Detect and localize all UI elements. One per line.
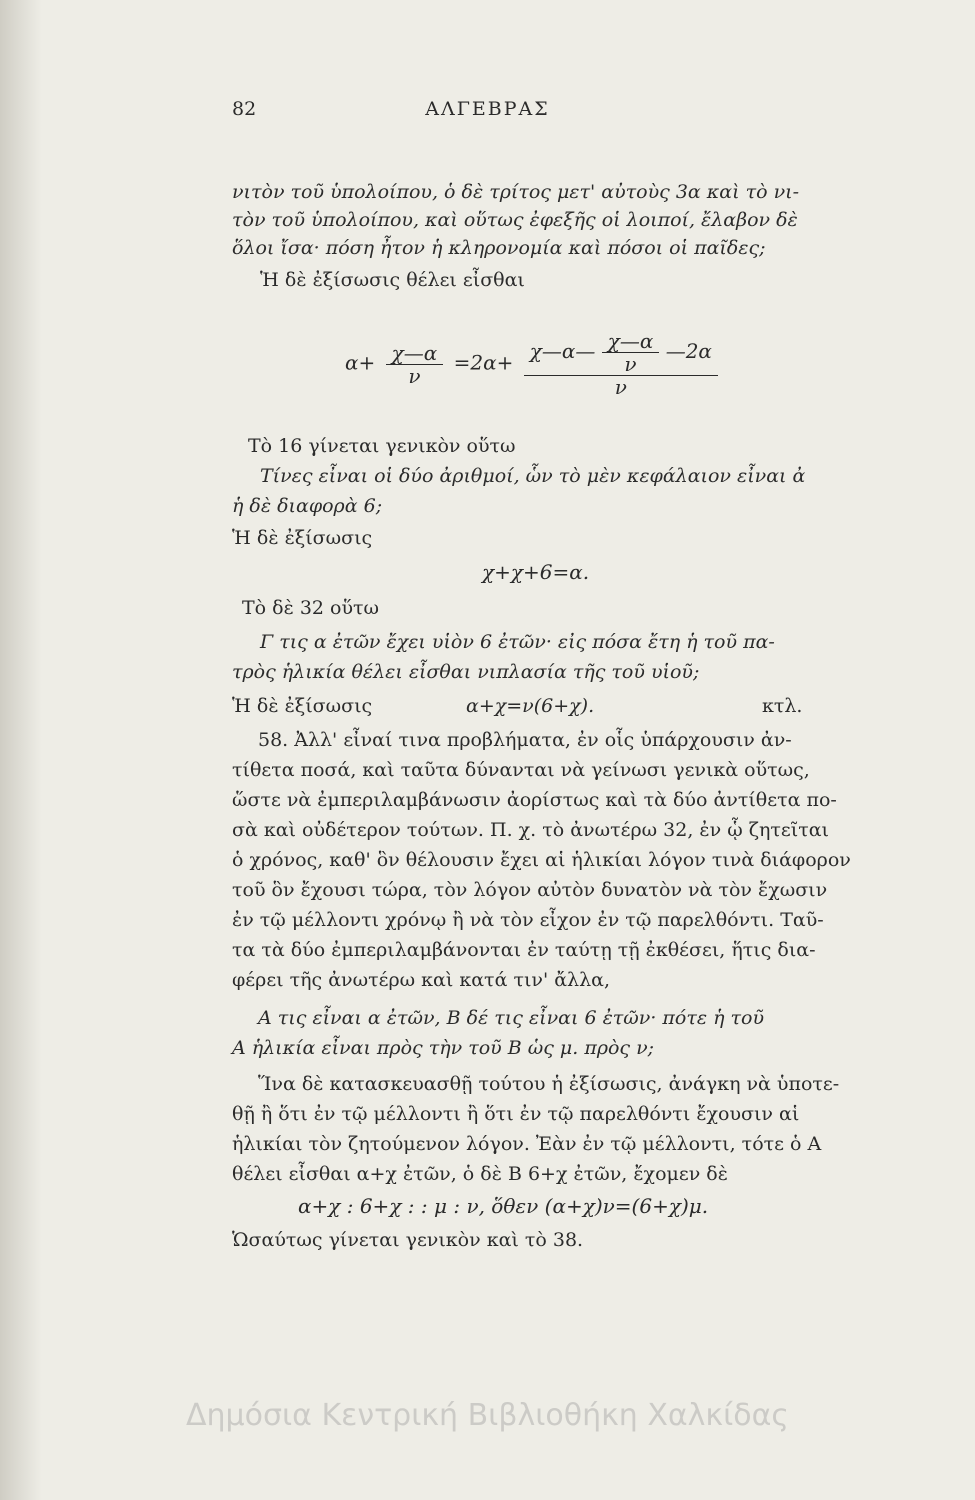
text-line: Ὡσαύτως γίνεται γενικὸν καὶ τὸ 38. bbox=[232, 1229, 584, 1251]
eq1-right-denominator: ν bbox=[614, 375, 627, 399]
text-line: νιτὸν τοῦ ὑπολοίπου, ὁ δὲ τρίτος μετ' αὐτοὺς 3α καὶ τὸ νι- bbox=[232, 181, 799, 203]
page-edge-shadow bbox=[0, 0, 42, 1500]
text-line: 58. Ἀλλ' εἶναί τινα προβλήματα, ἐν οἷς ὑπάρχουσιν ἀν- bbox=[258, 729, 792, 751]
text-line: σὰ καὶ οὐδέτερον τούτων. Π. χ. τὸ ἀνωτέρω 32, ἐν ᾧ ζητεῖται bbox=[232, 819, 830, 841]
page-number: 82 bbox=[232, 98, 257, 120]
text-line: Ἡ δὲ ἐξίσωσις θέλει εἶσθαι bbox=[260, 269, 525, 291]
text-line: θῇ ἢ ὅτι ἐν τῷ μέλλοντι ἢ ὅτι ἐν τῷ παρελθόντι ἔχουσιν αἱ bbox=[232, 1103, 800, 1125]
eq3-label: Ἡ δὲ ἐξίσωσις bbox=[232, 695, 373, 717]
equation-1 bbox=[345, 330, 722, 398]
text-line: ἐν τῷ μέλλοντι χρόνῳ ἢ νὰ τὸν εἶχον ἐν τῷ παρελθόντι. Ταῦ- bbox=[232, 909, 824, 931]
text-line: Α τις εἶναι α ἐτῶν, Β δέ τις εἶναι 6 ἐτῶν· πότε ἡ τοῦ bbox=[258, 1007, 765, 1029]
equation-3-line bbox=[232, 692, 912, 720]
eq1-lhs: α+ bbox=[345, 350, 376, 375]
text-line: τρὸς ἡλικία θέλει εἶσθαι νιπλασία τῆς τοῦ υἱοῦ; bbox=[232, 661, 700, 683]
eq1-nested-fraction bbox=[602, 330, 660, 375]
text-line: Ἡ δὲ ἐξίσωσις bbox=[232, 527, 373, 549]
text-line: τίθετα ποσά, καὶ ταῦτα δύνανται νὰ γείνωσι γενικὰ οὕτως, bbox=[232, 759, 810, 781]
text-line: τοῦ ὃν ἔχουσι τώρα, τὸν λόγον αὐτὸν δυνατὸν νὰ τὸν ἔχωσιν bbox=[232, 879, 828, 901]
text-line: ἡ δὲ διαφορὰ 6; bbox=[232, 495, 383, 517]
text-line: ἡλικίαι τὸν ζητούμενον λόγον. Ἐὰν ἐν τῷ μέλλοντι, τότε ὁ Α bbox=[232, 1133, 822, 1155]
text-line: τὸν τοῦ ὑπολοίπου, καὶ οὕτως ἐφεξῆς οἱ λοιποί, ἔλαβον δὲ bbox=[232, 209, 798, 231]
eq1-equals: =2α+ bbox=[453, 350, 514, 375]
text-line: Τίνες εἶναι οἱ δύο ἀριθμοί, ὧν τὸ μὲν κεφάλαιον εἶναι ἀ bbox=[260, 465, 806, 487]
text-line: Τὸ δὲ 32 οὕτω bbox=[242, 597, 380, 619]
eq1-nested-denominator: ν bbox=[624, 352, 637, 376]
text-line: ὥστε νὰ ἐμπεριλαμβάνωσιν ἀορίστως καὶ τὰ δύο ἀντίθετα πο- bbox=[232, 789, 837, 811]
eq1-left-fraction bbox=[386, 342, 444, 387]
running-head: ΑΛΓΕΒΡΑΣ bbox=[425, 98, 550, 120]
text-line: Τὸ 16 γίνεται γενικὸν οὕτω bbox=[248, 435, 516, 457]
text-line: Γ τις α ἐτῶν ἔχει υἱὸν 6 ἐτῶν· εἰς πόσα ἔτη ἡ τοῦ πα- bbox=[260, 631, 775, 653]
eq1-right-numerator bbox=[524, 330, 718, 376]
eq1-right-num-part-b: —2α bbox=[665, 339, 712, 363]
eq1-left-denominator: ν bbox=[408, 363, 421, 388]
text-line: θέλει εἶσθαι α+χ ἐτῶν, ὁ δὲ Β 6+χ ἐτῶν, ἔχομεν δὲ bbox=[232, 1163, 728, 1185]
text-line: Ἵνα δὲ κατασκευασθῇ τούτου ἡ ἐξίσωσις, ἀνάγκη νὰ ὑποτε- bbox=[258, 1073, 840, 1095]
eq1-right-num-part-a: χ—α— bbox=[529, 339, 596, 363]
library-watermark: Δημόσια Κεντρική Βιβλιοθήκη Χαλκίδας bbox=[186, 1398, 789, 1433]
eq1-nested-numerator: χ—α bbox=[602, 330, 660, 353]
text-line: ὅλοι ἴσα· πόση ἦτον ἡ κληρονομία καὶ πόσοι οἱ παῖδες; bbox=[232, 237, 766, 259]
text-line: τα τὰ δύο ἐμπεριλαμβάνονται ἐν ταύτῃ τῇ ἐκθέσει, ἥτις δια- bbox=[232, 939, 816, 961]
eq1-right-fraction bbox=[524, 330, 718, 398]
text-line: ὁ χρόνος, καθ' ὃν θέλουσιν ἔχει αἱ ἡλικίαι λόγον τινὰ διάφορον bbox=[232, 849, 851, 871]
eq3-etc: κτλ. bbox=[762, 695, 803, 717]
equation-2: χ+χ+6=α. bbox=[482, 560, 590, 584]
eq1-left-numerator: χ—α bbox=[386, 342, 444, 365]
text-line: φέρει τῆς ἀνωτέρω καὶ κατά τιν' ἄλλα, bbox=[232, 969, 610, 991]
equation-3: α+χ=ν(6+χ). bbox=[466, 695, 595, 717]
text-line: Α ἡλικία εἶναι πρὸς τὴν τοῦ Β ὡς μ. πρὸς ν; bbox=[232, 1037, 655, 1059]
page-header bbox=[0, 98, 975, 128]
equation-4: α+χ : 6+χ : : μ : ν, ὅθεν (α+χ)ν=(6+χ)μ. bbox=[298, 1194, 709, 1218]
